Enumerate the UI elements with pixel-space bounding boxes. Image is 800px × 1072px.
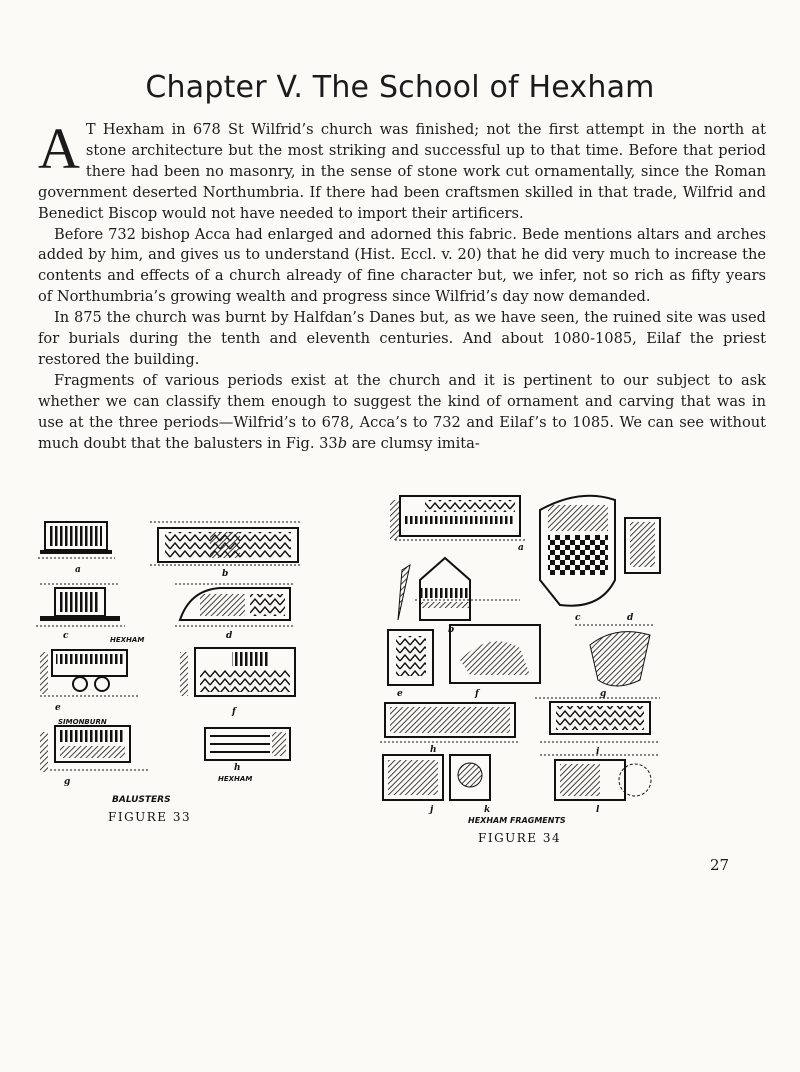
- baluster-c: [36, 584, 125, 626]
- figure-34: [380, 496, 660, 845]
- fig34-letter-l: l: [596, 805, 600, 815]
- fragment-e: [388, 630, 433, 685]
- figure-reference-letter: b: [337, 434, 348, 452]
- fig34-letter-f: f: [475, 689, 479, 699]
- paragraph-4-text-end: are clumsy imita-: [347, 434, 480, 452]
- fig33-letter-c: c: [63, 631, 69, 641]
- paragraph-4: [38, 371, 766, 455]
- fig33-letter-h: h: [234, 763, 241, 773]
- fragment-l: [540, 755, 660, 800]
- fig33-label-hexham-2: HEXHAM: [218, 775, 253, 783]
- fragment-d: [625, 518, 660, 573]
- figure-33-caption: FIGURE 33: [108, 810, 192, 824]
- fig34-letter-d: d: [627, 613, 634, 623]
- fig33-letter-e: e: [55, 703, 61, 713]
- fig33-letter-a: a: [75, 565, 81, 575]
- baluster-g: [40, 726, 150, 772]
- fragment-f: [450, 625, 540, 683]
- fragment-c: [540, 496, 615, 606]
- paragraph-2: Before 732 bishop Acca had enlarged and adorned this fabric. Bede mentions altars and arches added by him, and gives us to understand (Hist. Eccl. v. 20) that he did very much to increase the contents and effects of a church already of fine character but, we infer, not so rich as fifty years of Northumbria’s growing wealth and progress since Wilfrid’s day now demanded.: [38, 225, 766, 306]
- fig34-label-fragments: HEXHAM FRAGMENTS: [468, 816, 566, 825]
- fragment-i: [535, 698, 660, 742]
- fig34-letter-i: i: [596, 747, 600, 757]
- fragment-h: [380, 703, 520, 742]
- fig34-letter-h: h: [430, 745, 437, 755]
- fragment-j: [383, 755, 443, 800]
- paragraph-1-text: T Hexham in 678 St Wilfrid’s church was finished; not the first attempt in the north at stone architecture but the most striking and successful up to that time. Before that period there had been no masonry, in the sense of stone work cut ornamentally, since the Roman government deserted Northumbria. If there had been craftsmen skilled in that trade, Wilfrid and Benedict Biscop would not have needed to import their artificers.: [38, 121, 766, 222]
- fig34-letter-g: g: [600, 689, 607, 699]
- fragment-b: [398, 558, 520, 620]
- chapter-title: Chapter V. The School of Hexham: [145, 70, 655, 105]
- fig33-letter-d: d: [226, 631, 233, 641]
- paragraph-3: In 875 the church was burnt by Halfdan’s Danes but, as we have seen, the ruined site was used for burials during the tenth and eleventh centuries. And about 1080-1085, Eilaf the priest restored the building.: [38, 309, 766, 368]
- figure-34-caption: FIGURE 34: [478, 831, 562, 845]
- drop-cap: A: [38, 116, 80, 181]
- baluster-a: [38, 522, 115, 558]
- fig33-label-balusters: BALUSTERS: [112, 795, 171, 805]
- fig33-label-simonburn: SIMONBURN: [58, 718, 107, 726]
- fragment-g: [575, 625, 655, 686]
- page-number: 27: [710, 856, 730, 874]
- fragment-a: [390, 496, 525, 540]
- paragraph-4-text: Fragments of various periods exist at the church and it is pertinent to our subject to ask whether we can classify them enough to suggest the kind of ornament and carving that was in use at the three periods—Wilfrid’s to 678, Acca’s to 732 and Eilaf’s to 1085. We can see without much doubt that the balusters in Fig. 33: [38, 371, 766, 452]
- body-text: [38, 116, 766, 455]
- fig34-letter-c: c: [575, 613, 581, 623]
- fig33-letter-b: b: [222, 569, 229, 579]
- fig34-letter-a: a: [518, 543, 524, 553]
- fig33-letter-g: g: [64, 777, 71, 787]
- fig33-label-hexham: HEXHAM: [110, 636, 145, 644]
- baluster-b: [150, 522, 300, 565]
- figure-33: [36, 522, 300, 824]
- baluster-d: [175, 584, 295, 626]
- fig34-letter-e: e: [397, 689, 403, 699]
- paragraph-1: [38, 116, 766, 225]
- figures-illustration: [0, 470, 800, 850]
- baluster-f: [180, 648, 295, 696]
- baluster-h: [205, 728, 290, 760]
- fig33-letter-f: f: [232, 707, 236, 717]
- fig34-letter-k: k: [484, 805, 491, 815]
- fig34-letter-j: j: [430, 805, 434, 815]
- fragment-k: [450, 755, 490, 800]
- fig34-letter-b: b: [448, 625, 455, 635]
- baluster-e: [40, 650, 140, 696]
